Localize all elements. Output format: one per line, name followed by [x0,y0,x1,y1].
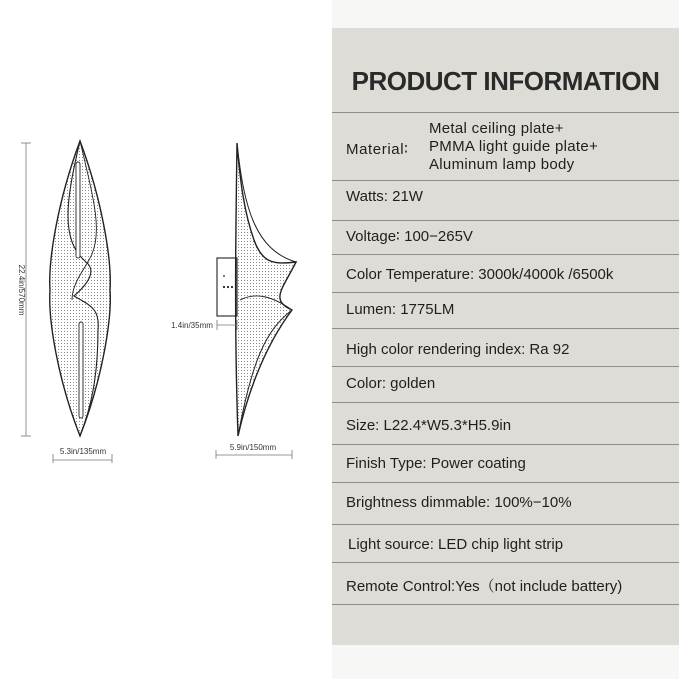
spec-row-finish [332,444,679,482]
spec-text: Color: golden [346,375,436,392]
spec-text: Voltage∶ 100−265V [346,228,473,245]
base-label: 1.4in/35mm [171,321,213,330]
spec-row-watts [332,180,679,220]
width-label: 5.3in/135mm [59,447,107,456]
height-label: 22.4in/570mm [17,264,26,316]
spec-row-lumen [332,292,679,328]
spec-row-cri [332,328,679,366]
lamp-drawing [0,0,332,679]
spec-row-remote [332,562,679,604]
base-dimension [171,320,237,330]
material-label: Material∶ [346,141,409,158]
spec-row-light-source [332,524,679,562]
spec-text: Light source: LED chip light strip [348,536,564,553]
spec-row-color [332,366,679,402]
height-dimension [17,143,31,436]
material-line: PMMA light guide plate+ [429,138,599,155]
material-line: Aluminum lamp body [429,156,575,173]
panel-title: PRODUCT INFORMATION [351,66,660,96]
product-info-panel [332,0,679,679]
spec-text: Remote Control:Yes（not include battery) [346,578,623,595]
material-line: Metal ceiling plate+ [429,120,564,137]
spec-text: Lumen: 1775LM [346,301,455,318]
spec-text: Size: L22.4*W5.3*H5.9in [346,417,512,434]
dimension-diagram [0,0,332,679]
spec-text: Color Temperature: 3000k/4000k /6500k [346,266,614,283]
spec-text: High color rendering index: Ra 92 [346,341,570,358]
width-dimension [53,447,112,463]
depth-dimension [216,443,292,459]
spec-row-material [332,112,679,183]
spec-row-color-temperature [332,254,679,292]
front-view [50,141,111,436]
spec-row-voltage [332,220,679,258]
spec-text: Brightness dimmable: 100%−10% [346,494,572,511]
spec-row-size [332,402,679,444]
side-view [217,143,296,436]
depth-label: 5.9in/150mm [229,443,277,452]
spec-row-brightness [332,482,679,524]
material-values [429,120,598,174]
spec-row-empty [332,604,679,645]
spec-text: Watts: 21W [346,188,423,205]
spec-text: Finish Type: Power coating [346,455,526,472]
